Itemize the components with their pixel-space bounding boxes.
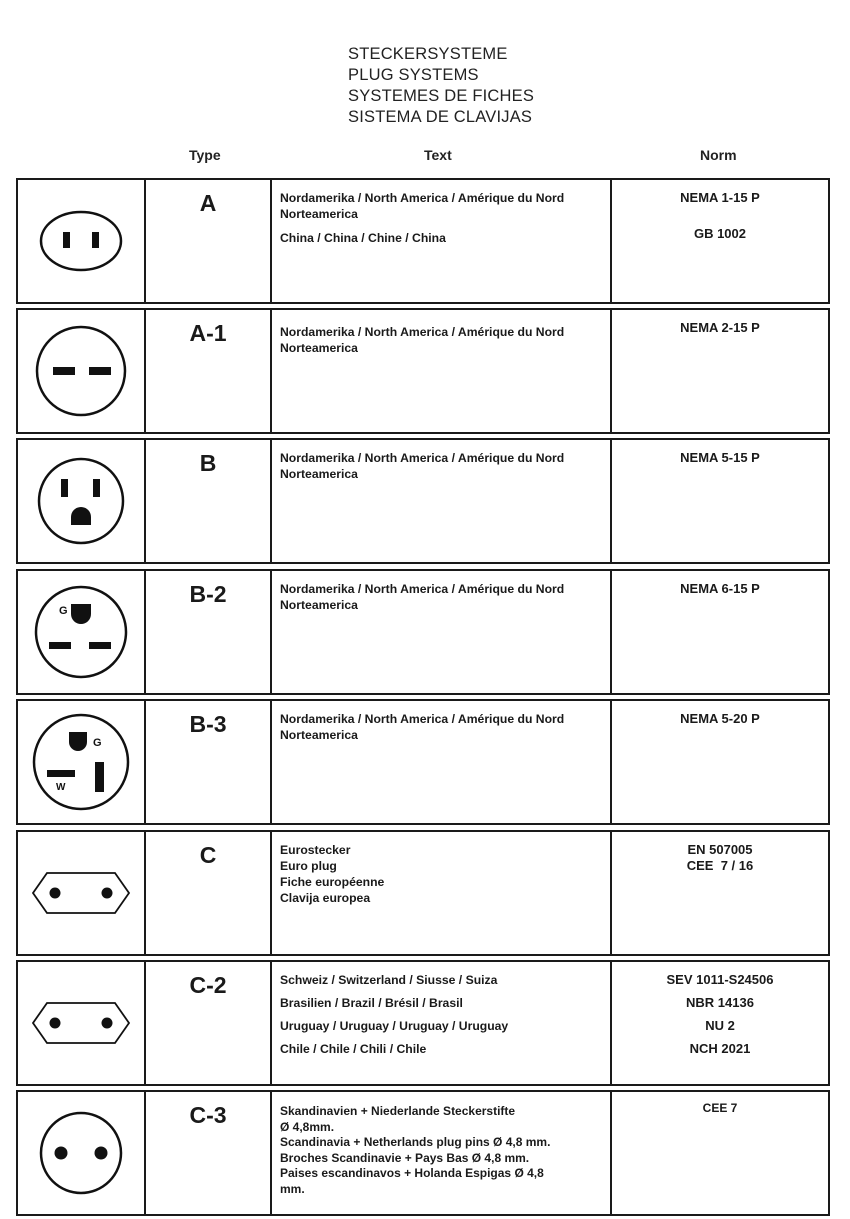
norm-line: NBR 14136	[686, 995, 754, 1010]
type-cell	[144, 308, 272, 434]
column-header-norm: Norm	[700, 147, 737, 163]
table-row	[16, 830, 830, 956]
page-title	[348, 44, 534, 128]
region-text	[280, 842, 604, 906]
norm-text	[612, 190, 828, 262]
plug-type-b2-icon	[31, 582, 131, 682]
svg-text:W: W	[56, 782, 66, 793]
region-line: Skandinavien + Niederlande Steckerstifte	[280, 1104, 516, 1118]
column-header-type: Type	[189, 147, 221, 163]
region-line: Scandinavia + Netherlands plug pins Ø 4,8 mm.	[280, 1135, 551, 1149]
table-row	[16, 308, 830, 434]
text-cell	[270, 830, 612, 956]
region-line: Nordamerika / North America / Amérique du Nord	[280, 712, 565, 726]
norm-cell	[610, 569, 830, 695]
type-cell	[144, 699, 272, 825]
title-es: SISTEMA DE CLAVIJAS	[348, 108, 533, 126]
region-line: Euro plug	[280, 859, 337, 873]
norm-cell	[610, 830, 830, 956]
norm-cell	[610, 699, 830, 825]
norm-cell	[610, 960, 830, 1086]
plug-image-cell	[16, 438, 146, 564]
plug-type-c2-icon	[31, 1001, 131, 1045]
norm-line: NEMA 1-15 P	[680, 190, 760, 205]
plug-image-cell	[16, 699, 146, 825]
plug-type-label: C	[199, 842, 217, 868]
region-line: Broches Scandinavie + Pays Bas Ø 4,8 mm.	[280, 1150, 530, 1165]
plug-image-cell	[16, 308, 146, 434]
region-line: Chile / Chile / Chili / Chile	[280, 1042, 427, 1056]
plug-type-label: A-1	[189, 320, 227, 346]
region-line: Norteamerica	[280, 598, 358, 612]
norm-cell	[610, 178, 830, 304]
norm-line: NEMA 6-15 P	[680, 581, 760, 596]
norm-line: GB 1002	[693, 226, 747, 241]
type-cell	[144, 960, 272, 1086]
text-cell	[270, 569, 612, 695]
norm-cell	[610, 1090, 830, 1216]
plug-type-b-icon	[33, 453, 129, 549]
plug-image-cell	[16, 960, 146, 1086]
type-cell	[144, 438, 272, 564]
plug-type-a1-icon	[31, 323, 131, 419]
text-cell	[270, 960, 612, 1086]
region-line: China / China / Chine / China	[280, 231, 446, 245]
norm-line: NEMA 5-20 P	[680, 711, 760, 726]
type-cell	[144, 1090, 272, 1216]
plug-type-c-icon	[31, 871, 131, 915]
norm-text	[612, 581, 828, 597]
table-row	[16, 960, 830, 1086]
column-header-text: Text	[424, 147, 452, 163]
table-row	[16, 438, 830, 564]
plug-type-c3-icon	[33, 1109, 129, 1197]
table-row	[16, 1090, 830, 1216]
plug-type-label: C-2	[189, 972, 227, 998]
region-line: Clavija europea	[280, 891, 371, 905]
text-cell	[270, 1090, 612, 1216]
text-cell	[270, 308, 612, 434]
norm-line: SEV 1011-S24506	[666, 972, 774, 987]
norm-line: NU 2	[705, 1018, 735, 1033]
type-cell	[144, 830, 272, 956]
region-line: Norteamerica	[280, 341, 358, 355]
region-text	[280, 450, 604, 482]
region-line: Nordamerika / North America / Amérique du Nord	[280, 582, 565, 596]
type-cell	[144, 178, 272, 304]
table-row	[16, 569, 830, 695]
region-line: Paises escandinavos + Holanda Espigas Ø 4,8	[280, 1166, 544, 1180]
title-fr: SYSTEMES DE FICHES	[348, 87, 535, 105]
region-line: Ø 4,8mm.	[280, 1119, 335, 1134]
table-row	[16, 699, 830, 825]
norm-line: NEMA 5-15 P	[680, 450, 760, 465]
region-line: Nordamerika / North America / Amérique du Nord	[280, 191, 565, 205]
plug-image-cell	[16, 178, 146, 304]
norm-text	[612, 972, 828, 1064]
plug-image-cell	[16, 569, 146, 695]
region-line: Fiche européenne	[280, 875, 385, 889]
plug-type-label: B	[199, 450, 217, 476]
plug-type-label: B-2	[189, 581, 227, 607]
norm-line: CEE 7	[702, 1101, 738, 1115]
region-text	[280, 711, 604, 743]
region-line: Norteamerica	[280, 467, 358, 481]
plug-image-cell	[16, 1090, 146, 1216]
table-row	[16, 178, 830, 304]
title-de: STECKERSYSTEME	[348, 45, 508, 63]
plug-image-cell	[16, 830, 146, 956]
text-cell	[270, 438, 612, 564]
norm-line: NCH 2021	[689, 1041, 751, 1056]
region-line: Schweiz / Switzerland / Siusse / Suiza	[280, 973, 498, 987]
text-cell	[270, 699, 612, 825]
region-text	[280, 1104, 604, 1197]
region-line: Eurostecker	[280, 843, 351, 857]
region-line: mm.	[280, 1181, 305, 1196]
norm-text	[612, 1100, 828, 1116]
norm-line: CEE 7 / 16	[686, 858, 754, 873]
region-line: Norteamerica	[280, 728, 358, 742]
norm-line: NEMA 2-15 P	[680, 320, 760, 335]
type-cell	[144, 569, 272, 695]
region-text	[280, 581, 604, 613]
norm-text	[612, 450, 828, 466]
plug-type-label: C-3	[189, 1102, 227, 1128]
region-line: Uruguay / Uruguay / Uruguay / Uruguay	[280, 1019, 509, 1033]
norm-line: EN 507005	[687, 842, 753, 857]
plug-type-label: B-3	[189, 711, 227, 737]
region-line: Norteamerica	[280, 207, 358, 221]
title-en: PLUG SYSTEMS	[348, 66, 479, 84]
text-cell	[270, 178, 612, 304]
plug-type-label: A	[199, 190, 217, 216]
region-text	[280, 190, 604, 246]
svg-text:G: G	[93, 737, 102, 749]
region-line: Nordamerika / North America / Amérique du Nord	[280, 325, 565, 339]
plug-type-a-icon	[36, 206, 126, 276]
svg-text:G: G	[59, 605, 68, 617]
norm-text	[612, 711, 828, 727]
region-text	[280, 972, 604, 1064]
region-line: Brasilien / Brazil / Brésil / Brasil	[280, 996, 463, 1010]
norm-text	[612, 842, 828, 874]
region-text	[280, 324, 604, 356]
norm-cell	[610, 308, 830, 434]
norm-text	[612, 320, 828, 336]
norm-cell	[610, 438, 830, 564]
region-line: Nordamerika / North America / Amérique du Nord	[280, 451, 565, 465]
plug-type-b3-icon	[29, 710, 133, 814]
